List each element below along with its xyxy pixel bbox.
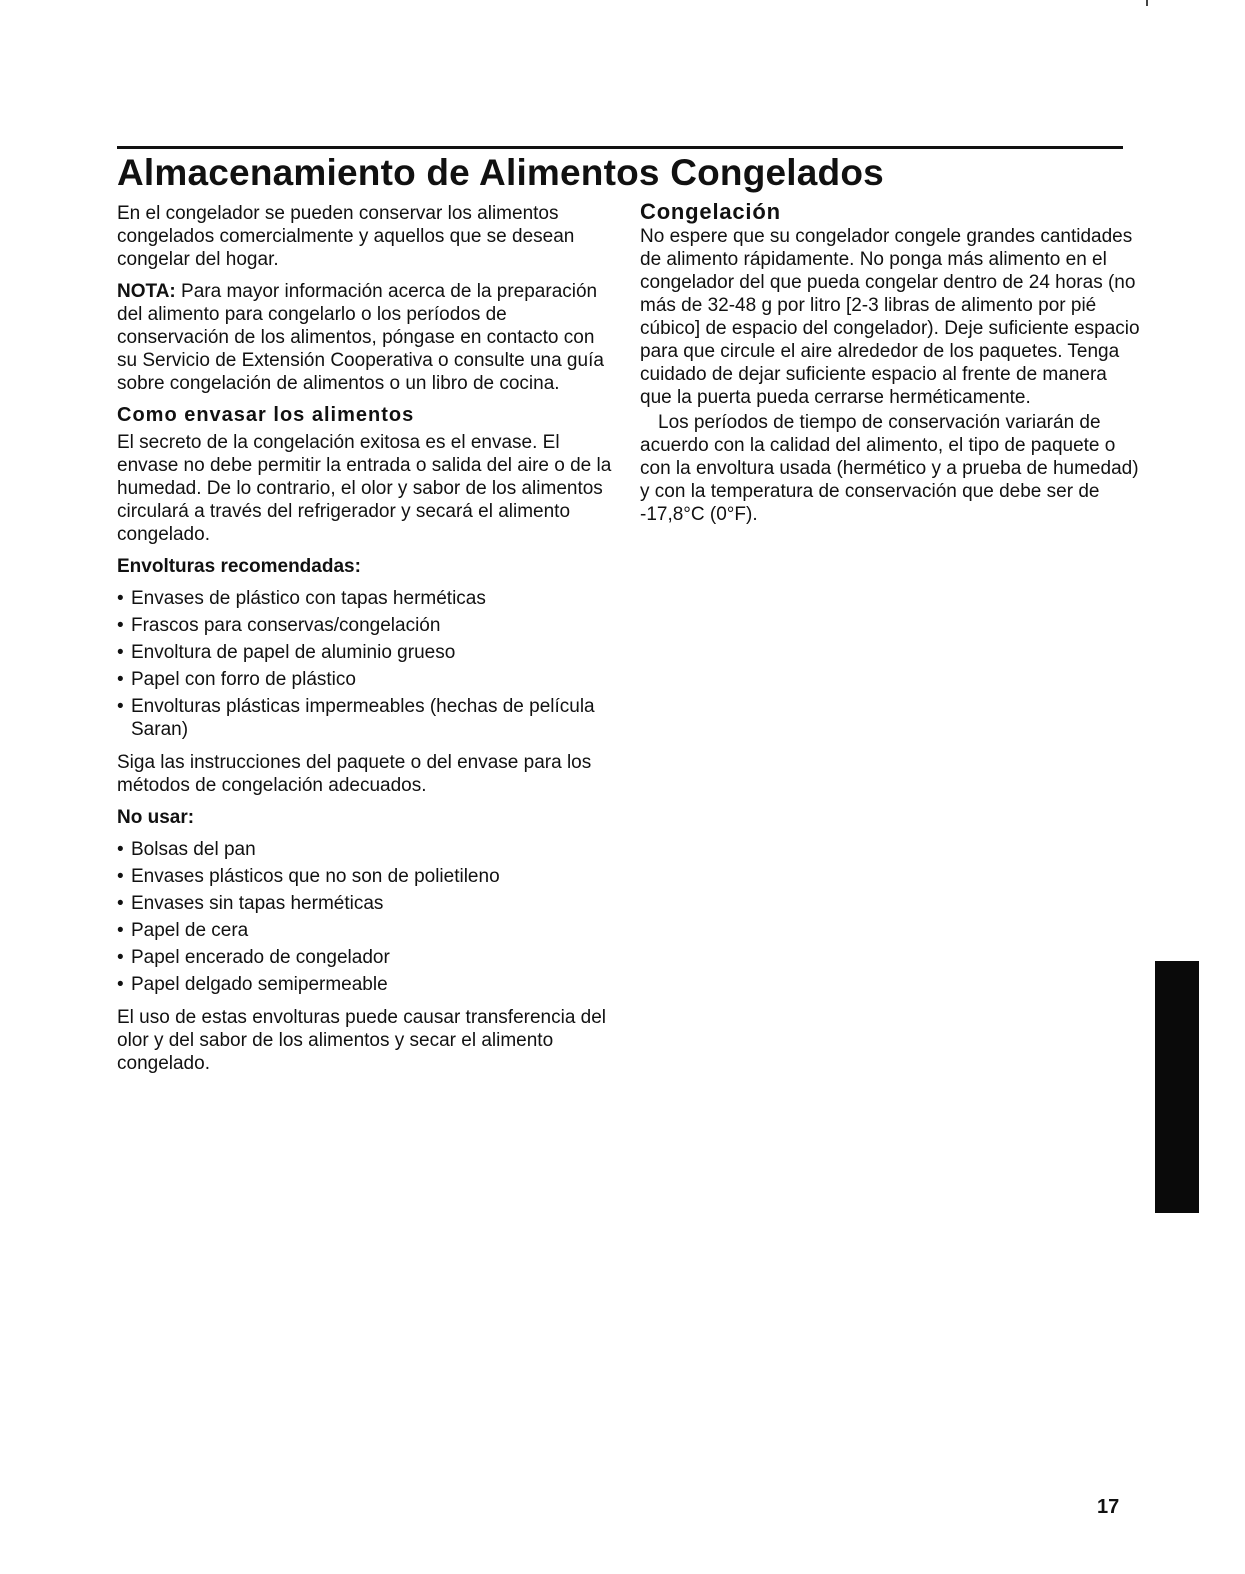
corner-mark [1146,0,1148,6]
recommended-list [117,587,612,741]
list-item: • Envolturas plásticas impermeables (hechas de película Saran) [117,695,612,741]
do-not-use-list [117,838,612,996]
packaging-heading: Como envasar los alimentos [117,404,415,426]
list-item: • Papel con forro de plástico [117,668,612,691]
freezing-paragraph: No espere que su congelador congele grandes cantidades de alimento rápidamente. No ponga más alimento en el congelador del que pueda congelar dentro de 24 horas (no más de 32-48 g por litro [2-3 libras de alimento por pié cúbico] de espacio del congelador). Deje suficiente espacio para que circule el aire alrededor de los paquetes. Tenga cuidado de dejar suficiente espacio al frente de manera que la puerta pueda cerrarse herméticamente. [640,226,1140,408]
intro-paragraph: En el congelador se pueden conservar los alimentos congelados comercialmente y aquellos que se desean congelar del hogar. [117,203,575,270]
closing-paragraph: El uso de estas envolturas puede causar transferencia del olor y del sabor de los alimentos y secar el alimento congelado. [117,1007,607,1074]
list-item: • Envases de plástico con tapas herméticas [117,587,612,610]
list-item: • Papel encerado de congelador [117,946,612,969]
do-not-use-label: No usar: [117,807,195,828]
list-item: • Envases sin tapas herméticas [117,892,612,915]
page-title: Almacenamiento de Alimentos Congelados [117,152,884,193]
list-item: • Papel delgado semipermeable [117,973,612,996]
list-item: • Envoltura de papel de aluminio grueso [117,641,612,664]
packaging-paragraph: El secreto de la congelación exitosa es el envase. El envase no debe permitir la entrada o salida del aire o de la humedad. De lo contrario, el olor y sabor de los alimentos circulará a través del refrigerador y secará el alimento congelado. [117,432,612,545]
recommended-label: Envolturas recomendadas: [117,556,361,577]
list-item: • Bolsas del pan [117,838,612,861]
list-item: • Envases plásticos que no son de polietileno [117,865,612,888]
right-column [640,200,1140,535]
list-item: • Frascos para conservas/congelación [117,614,612,637]
section-tab-marker [1155,961,1199,1213]
page-number: 17 [1097,1496,1120,1518]
list-item: • Papel de cera [117,919,612,942]
title-rule [117,146,1123,149]
note-paragraph [117,280,612,395]
freezing-heading: Congelación [640,199,781,224]
note-label: NOTA: [117,281,176,302]
left-column [117,202,612,1084]
storage-time-paragraph: Los períodos de tiempo de conservación variarán de acuerdo con la calidad del alimento, el tipo de paquete o con la envoltura usada (hermético y a prueba de humedad) y con la temperatura de conservación que debe ser de -17,8°C (0°F). [640,412,1139,525]
follow-instructions-paragraph: Siga las instrucciones del paquete o del envase para los métodos de congelación adecuados. [117,752,592,796]
note-text: Para mayor información acerca de la preparación del alimento para congelarlo o los períodos de conservación de los alimentos, póngase en contacto con su Servicio de Extensión Cooperativa o consulte una guía sobre congelación de alimentos o un libro de cocina. [117,281,604,394]
